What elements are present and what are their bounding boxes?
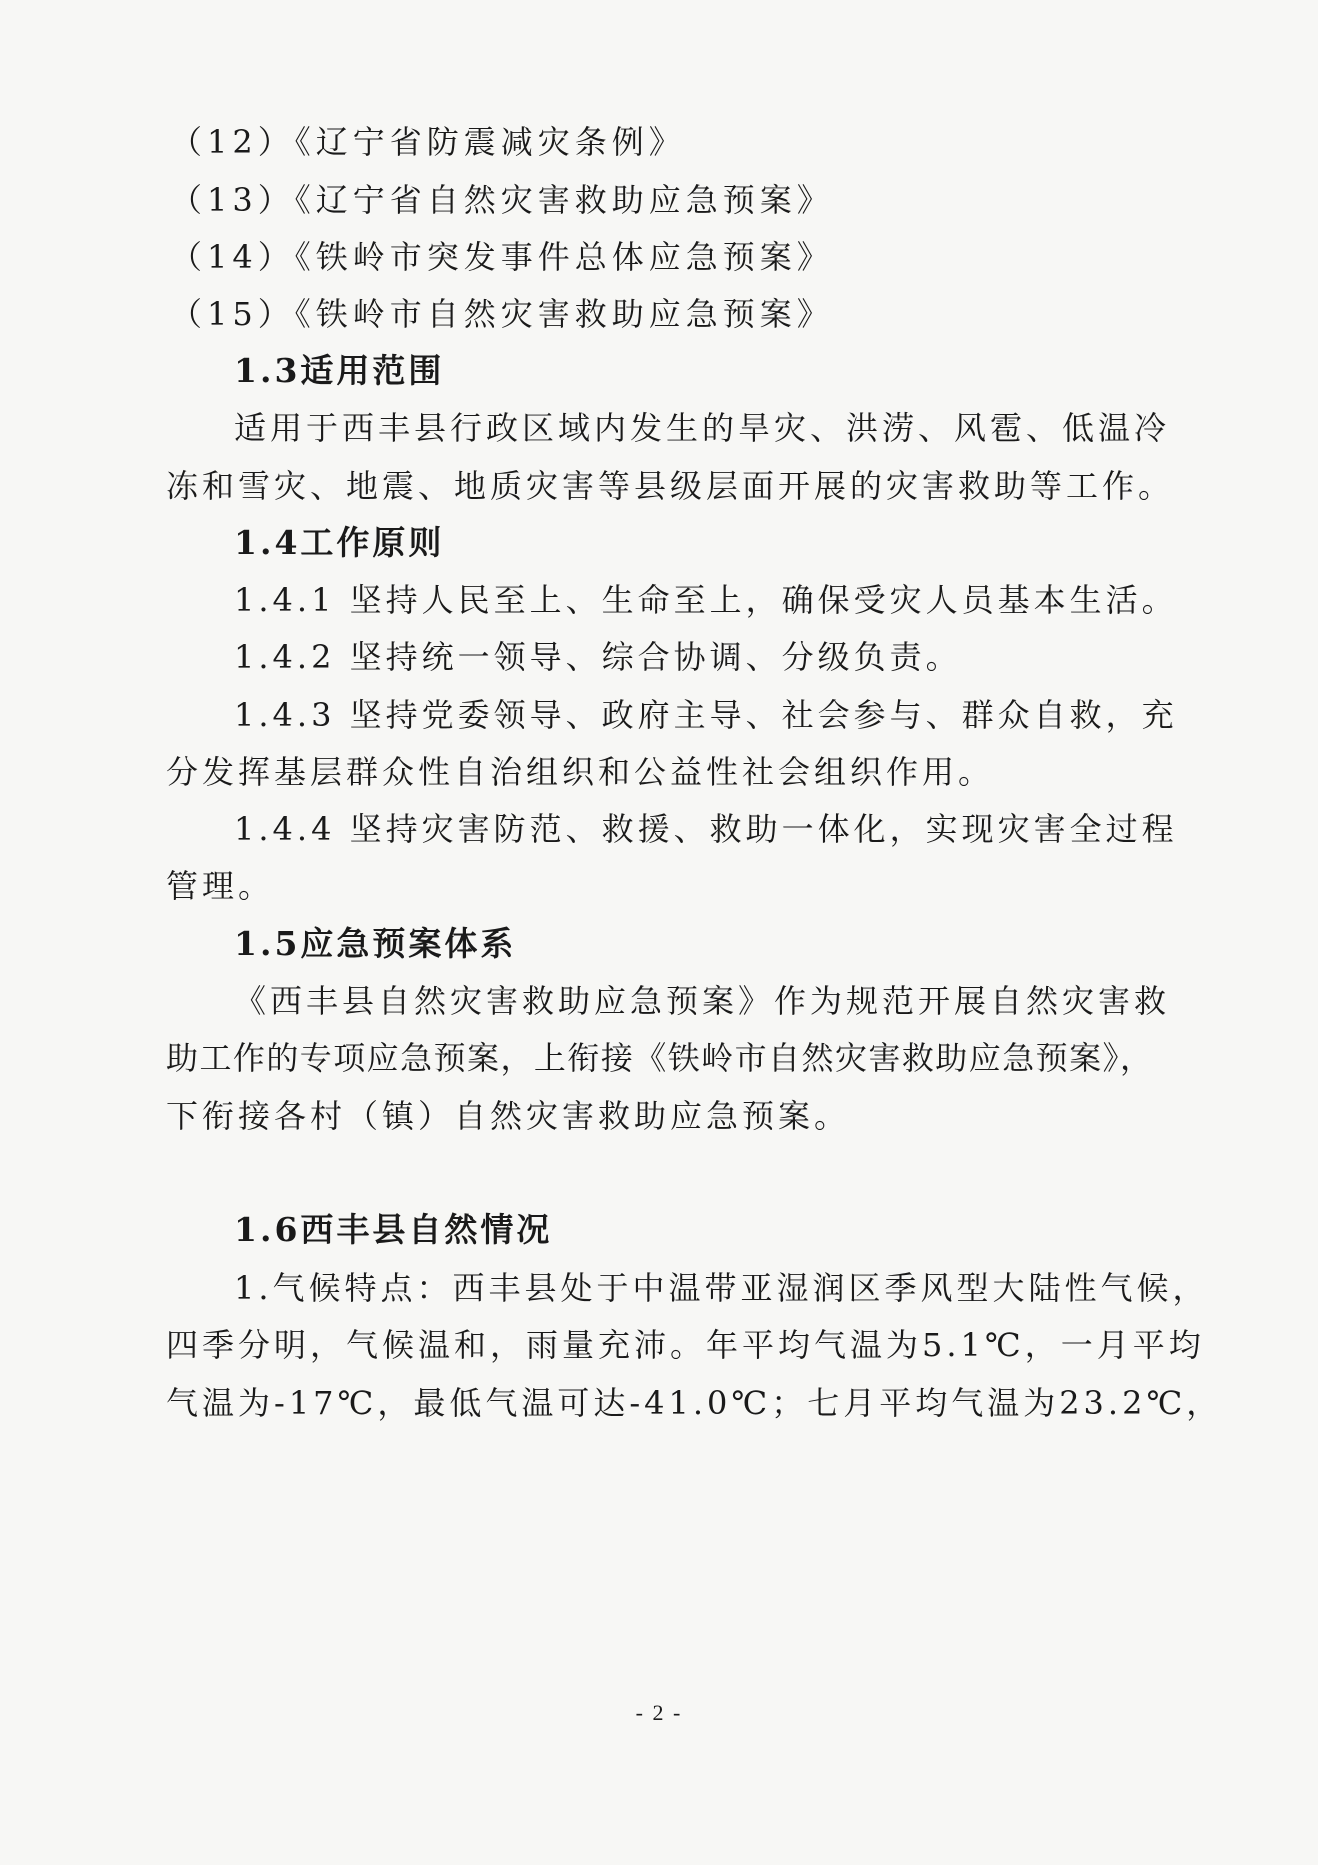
section-heading: 1.4工作原则 — [234, 523, 445, 562]
paragraph-line: 气温为-17℃，最低气温可达-41.0℃；七月平均气温为23.2℃， — [166, 1384, 1223, 1422]
paragraph-line: 1.4.4 坚持灾害防范、救援、救助一体化，实现灾害全过程 — [234, 810, 1178, 848]
reference-item: （14）《铁岭市突发事件总体应急预案》 — [170, 238, 834, 276]
reference-item: （15）《铁岭市自然灾害救助应急预案》 — [170, 295, 834, 333]
paragraph-line: 1.4.3 坚持党委领导、政府主导、社会参与、群众自救，充 — [234, 696, 1178, 734]
paragraph-line: 四季分明，气候温和，雨量充沛。年平均气温为5.1℃，一月平均 — [166, 1326, 1205, 1364]
section-heading: 1.3适用范围 — [234, 351, 445, 390]
paragraph-line: 下衔接各村（镇）自然灾害救助应急预案。 — [166, 1097, 851, 1135]
paragraph-line: 1.4.2 坚持统一领导、综合协调、分级负责。 — [234, 638, 962, 676]
paragraph-line: 管理。 — [166, 867, 275, 905]
paragraph-line: 《西丰县自然灾害救助应急预案》作为规范开展自然灾害救 — [234, 982, 1171, 1020]
paragraph-line: 1.4.1 坚持人民至上、生命至上，确保受灾人员基本生活。 — [234, 581, 1178, 619]
section-heading: 1.6西丰县自然情况 — [234, 1210, 553, 1249]
reference-item: （13）《辽宁省自然灾害救助应急预案》 — [170, 181, 834, 219]
paragraph-line: 适用于西丰县行政区域内发生的旱灾、洪涝、风雹、低温冷 — [234, 409, 1171, 447]
reference-item: （12）《辽宁省防震减灾条例》 — [170, 123, 686, 161]
paragraph-line: 助工作的专项应急预案，上衔接《铁岭市自然灾害救助应急预案》， — [166, 1039, 1153, 1077]
section-heading: 1.5应急预案体系 — [234, 924, 517, 963]
paragraph-line: 冻和雪灾、地震、地质灾害等县级层面开展的灾害救助等工作。 — [166, 467, 1175, 505]
paragraph-line: 分发挥基层群众性自治组织和公益性社会组织作用。 — [166, 753, 995, 791]
paragraph-line: 1.气候特点：西丰县处于中温带亚湿润区季风型大陆性气候， — [234, 1269, 1209, 1307]
page-number: - 2 - — [635, 1700, 683, 1725]
